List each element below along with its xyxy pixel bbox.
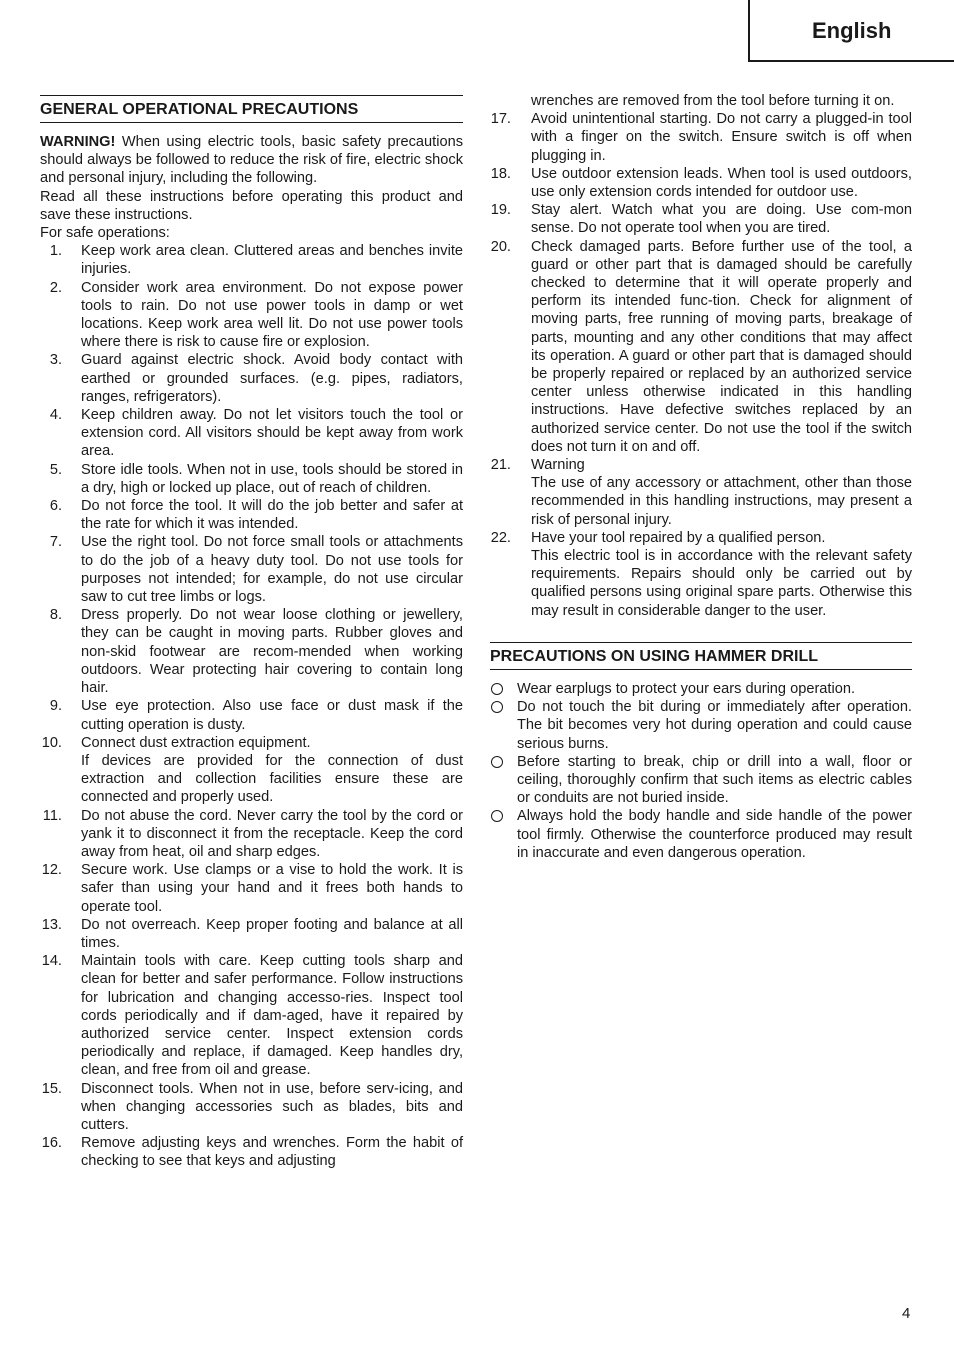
item-text: Stay alert. Watch what you are doing. Use com-mon sense. Do not operate tool when you are tired. bbox=[531, 202, 912, 237]
precautions-list-continued bbox=[490, 92, 912, 620]
item-number: 22. bbox=[490, 529, 511, 546]
item-note: The use of any accessory or attachment, other than those recommended in this handling instructions, may present a risk of personal injury. bbox=[531, 475, 912, 528]
circle-bullet-icon bbox=[491, 701, 503, 713]
item-number: 6. bbox=[49, 498, 62, 515]
bullet-item bbox=[490, 753, 912, 808]
bullet-item bbox=[490, 698, 912, 753]
list-item bbox=[40, 351, 463, 406]
item-number: 9. bbox=[49, 698, 62, 715]
item-text: Check damaged parts. Before further use of the tool, a guard or other part that is damaged should be carefully checked to determine that it will operate properly and perform its intended func-tion. Check for alignment of moving parts, free running of moving parts, breakage of parts, mounting and any other conditions that may affect its operation. A guard or other part that is damaged should be properly repaired or replaced by an authorized service center unless otherwise indicated in this handling instructions. Have defective switches replaced by an authorized service center. Do not use the tool if the switch does not turn it on and off. bbox=[531, 238, 912, 455]
item-number: 2. bbox=[49, 279, 62, 296]
item-text: Use outdoor extension leads. When tool is used outdoors, use only extension cords intended for outdoor use. bbox=[531, 165, 912, 201]
item-number: 10. bbox=[41, 734, 62, 751]
language-label: English bbox=[812, 18, 892, 43]
list-item bbox=[490, 201, 912, 237]
hammer-drill-title: PRECAUTIONS ON USING HAMMER DRILL bbox=[490, 642, 912, 670]
list-item bbox=[40, 734, 463, 807]
bullet-text: Always hold the body handle and side handle of the power tool firmly. Otherwise the counterforce produced may result in inaccurate and even dangerous operation. bbox=[517, 808, 912, 861]
list-item bbox=[490, 529, 912, 620]
item-number: 12. bbox=[41, 862, 62, 879]
item-number: 4. bbox=[49, 407, 62, 424]
item-text: Do not abuse the cord. Never carry the tool by the cord or yank it to disconnect it from the receptacle. Keep the cord away from heat, oil and sharp edges. bbox=[81, 807, 463, 860]
item-text: Use eye protection. Also use face or dust mask if the cutting operation is dusty. bbox=[81, 698, 463, 733]
item-text: Dress properly. Do not wear loose clothing or jewellery, they can be caught in moving parts. Rubber gloves and non-skid footwear are recom-mended when working outdoors. Wear protecting hair covering to contain long hair. bbox=[81, 607, 463, 697]
warning-paragraph bbox=[40, 133, 463, 188]
item-note: This electric tool is in accordance with the relevant safety requirements. Repairs should only be carried out by qualified persons using original spare parts. Otherwise this may result in considerable danger to the user. bbox=[531, 548, 912, 619]
list-item bbox=[40, 916, 463, 952]
item-text: wrenches are removed from the tool before turning it on. bbox=[531, 93, 895, 109]
left-column bbox=[40, 95, 463, 1171]
circle-bullet-icon bbox=[491, 756, 503, 768]
warning-text: When using electric tools, basic safety precautions should always be followed to reduce the risk of fire, electric shock and personal injury, including the following. bbox=[40, 134, 463, 187]
circle-bullet-icon bbox=[491, 810, 503, 822]
for-safe-operations-text: For safe operations: bbox=[40, 225, 170, 242]
item-number: 19. bbox=[490, 202, 511, 219]
item-number: 11. bbox=[42, 807, 62, 824]
item-text: Remove adjusting keys and wrenches. Form the habit of checking to see that keys and adjusting bbox=[81, 1135, 463, 1170]
list-item bbox=[40, 497, 463, 533]
item-text: Secure work. Use clamps or a vise to hold the work. It is safer than using your hand and it frees both hands to operate tool. bbox=[81, 862, 463, 915]
item-text: Avoid unintentional starting. Do not carry a plugged-in tool with a finger on the switch. Ensure switch is off when plugging in. bbox=[531, 111, 912, 164]
item-number: 20. bbox=[490, 238, 511, 255]
bullet-text: Before starting to break, chip or drill into a wall, floor or ceiling, thoroughly confirm that such items as electric cables or conduits are not buried inside. bbox=[517, 753, 912, 807]
item-number: 5. bbox=[49, 461, 62, 478]
list-item bbox=[40, 952, 463, 1079]
item-text: Use the right tool. Do not force small tools or attachments to do the job of a heavy duty tool. Do not use tools for purposes not intended; for example, do not use circular saw to cut tree limbs or logs. bbox=[81, 534, 463, 606]
bullet-item bbox=[490, 680, 912, 698]
page-number: 4 bbox=[902, 1305, 911, 1322]
item-number: 14. bbox=[41, 953, 62, 970]
item-number: 3. bbox=[49, 352, 62, 369]
list-item bbox=[40, 461, 463, 497]
item-number: 8. bbox=[49, 607, 62, 624]
item-number: 16. bbox=[41, 1135, 62, 1152]
item-number: 7. bbox=[49, 534, 62, 551]
list-item bbox=[40, 606, 463, 697]
list-item bbox=[40, 406, 463, 461]
hammer-drill-list bbox=[490, 680, 912, 862]
list-item bbox=[40, 1080, 463, 1135]
item-number: 13. bbox=[41, 916, 62, 933]
list-item bbox=[40, 1134, 463, 1170]
item-text: Connect dust extraction equipment. bbox=[81, 734, 311, 751]
list-item bbox=[40, 807, 463, 862]
item-text: Store idle tools. When not in use, tools should be stored in a dry, high or locked up place, out of reach of children. bbox=[81, 461, 463, 496]
list-item bbox=[490, 238, 912, 456]
language-tab bbox=[748, 0, 954, 62]
list-item bbox=[40, 861, 463, 916]
item-text: Guard against electric shock. Avoid body contact with earthed or grounded surfaces. (e.g. pipes, radiators, ranges, refrigerators). bbox=[81, 352, 463, 405]
precautions-list bbox=[40, 242, 463, 1170]
item-text: Consider work area environment. Do not expose power tools to rain. Do not use power tools in damp or wet locations. Keep work area well lit. Do not use power tools where there is risk to cause fire or explosion. bbox=[81, 279, 463, 351]
item-number: 17. bbox=[490, 111, 511, 128]
item-text: Do not force the tool. It will do the job better and safer at the rate for which it was intended. bbox=[81, 498, 463, 533]
right-column bbox=[490, 92, 912, 862]
general-precautions-title: GENERAL OPERATIONAL PRECAUTIONS bbox=[40, 95, 463, 123]
hammer-drill-section bbox=[490, 642, 912, 862]
read-instructions-text: Read all these instructions before operating this product and save these instructions. bbox=[40, 188, 463, 223]
list-item bbox=[40, 697, 463, 733]
warning-label: WARNING! bbox=[40, 134, 116, 150]
circle-bullet-icon bbox=[491, 683, 503, 695]
list-item bbox=[40, 279, 463, 352]
list-item bbox=[40, 242, 463, 278]
item-text: Disconnect tools. When not in use, before serv-icing, and when changing accessories such as blades, bits and cutters. bbox=[81, 1080, 463, 1133]
item-text: Have your tool repaired by a qualified person. bbox=[531, 529, 826, 546]
item-number: 15. bbox=[41, 1080, 62, 1097]
item-text: Keep work area clean. Cluttered areas and benches invite injuries. bbox=[81, 243, 463, 278]
item-text: Warning bbox=[531, 457, 585, 474]
bullet-item bbox=[490, 807, 912, 862]
bullet-text: Wear earplugs to protect your ears during operation. bbox=[517, 680, 856, 697]
item-number: 21. bbox=[490, 457, 511, 474]
list-item bbox=[40, 533, 463, 606]
list-item bbox=[490, 165, 912, 201]
item-number: 18. bbox=[490, 165, 511, 182]
item-text: Keep children away. Do not let visitors touch the tool or extension cord. All visitors should be kept away from work area. bbox=[81, 407, 463, 460]
list-item bbox=[490, 456, 912, 529]
list-item bbox=[490, 110, 912, 165]
item-text: Do not overreach. Keep proper footing and balance at all times. bbox=[81, 916, 463, 951]
item-number: 1. bbox=[49, 243, 62, 260]
bullet-text: Do not touch the bit during or immediately after operation. The bit becomes very hot during operation and could cause serious burns. bbox=[517, 699, 912, 752]
item-note: If devices are provided for the connection of dust extraction and collection facilities ensure these are connected and properly used. bbox=[81, 752, 463, 806]
item-text: Maintain tools with care. Keep cutting tools sharp and clean for better and safer performance. Follow instructions for lubrication and changing accesso-ries. Inspect tool cords periodically and if dam-aged, have it repaired by authorized service center. Inspect extension cords periodically and replace, if damaged. Keep handles dry, clean, and free from oil and grease. bbox=[81, 953, 463, 1079]
list-item-continuation bbox=[490, 92, 912, 110]
